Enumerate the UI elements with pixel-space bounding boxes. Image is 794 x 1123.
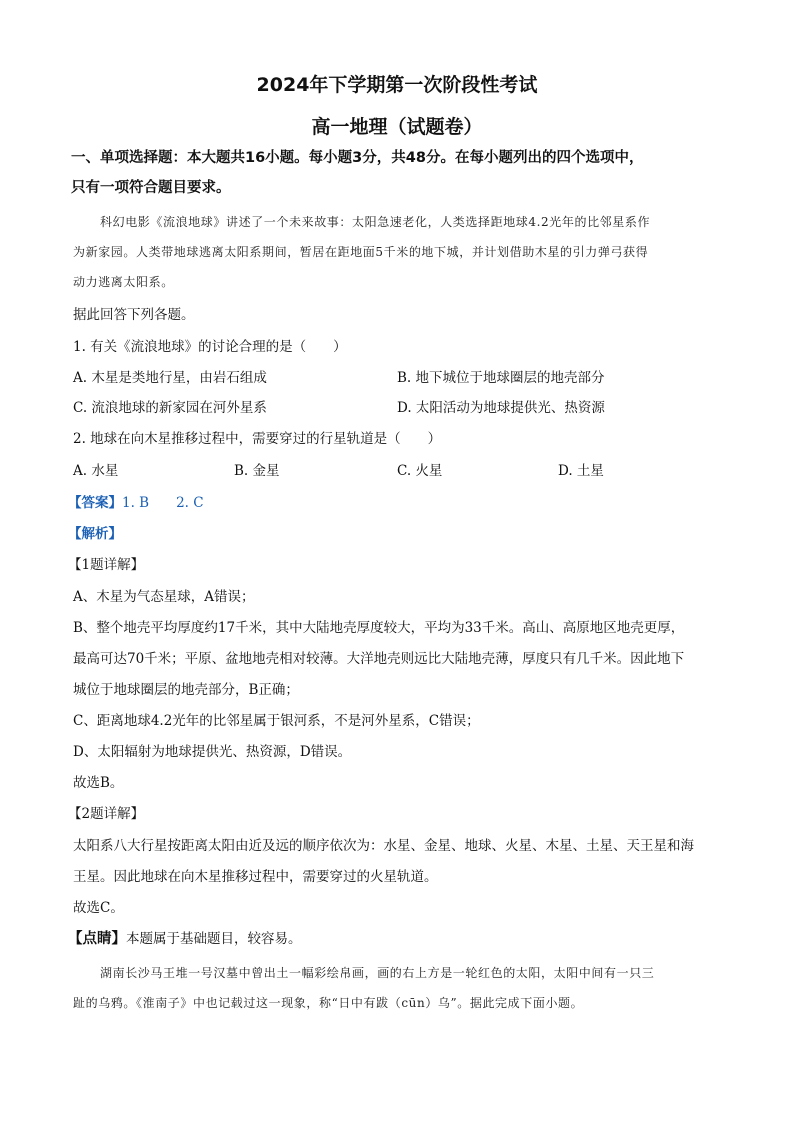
answer-text: 1. B 2. C: [122, 495, 204, 511]
section-heading-line2: 只有一项符合题目要求。: [71, 180, 231, 196]
detail1-d: D、太阳辐射为地球提供光、热资源，D错误。: [73, 744, 352, 760]
passage2-line2: 趾的乌鸦。《淮南子》中也记载过这一现象，称“日中有跋（cūn）乌”。据此完成下面小题。: [73, 996, 584, 1010]
detail1-b3: 城位于地球圈层的地壳部分，B正确；: [73, 682, 299, 698]
comment-tag: 【点睛】: [68, 931, 126, 947]
detail1-b1: B、整个地壳平均厚度约17千米，其中大陆地壳厚度较大，平均为33千米。高山、高原地区地壳更厚，: [73, 620, 685, 636]
passage2-line1: 湖南长沙马王堆一号汉墓中曾出土一幅彩绘帛画，画的右上方是一轮红色的太阳，太阳中间有一只三: [100, 966, 655, 980]
analysis-row: [68, 524, 122, 544]
detail1-conclusion: 故选B。: [73, 775, 124, 791]
section-heading-line1: 一、单项选择题：本大题共16小题。每小题3分，共48分。在每小题列出的四个选项中，: [71, 150, 644, 166]
question1-stem: 1. 有关《流浪地球》的讨论合理的是（ ）: [73, 339, 347, 355]
question2-option-a: A. 水星: [73, 463, 119, 479]
exam-title: 2024年下学期第一次阶段性考试: [256, 74, 538, 96]
detail2-line1: 太阳系八大行星按距离太阳由近及远的顺序依次为：水星、金星、地球、火星、木星、土星、天王星和海: [73, 838, 694, 854]
passage1-line3: 动力逃离太阳系。: [73, 275, 174, 289]
passage1-line2: 为新家园。人类带地球逃离太阳系期间，暂居在距地面5千米的地下城，并计划借助木星的引力弹弓获得: [73, 245, 649, 259]
comment-row: [68, 929, 302, 949]
question2-option-b: B. 金星: [234, 463, 280, 479]
detail2-heading: 【2题详解】: [68, 806, 145, 822]
question1-option-d: D. 太阳活动为地球提供光、热资源: [397, 400, 605, 416]
subject-title: 高一地理（试题卷）: [311, 116, 483, 138]
question1-option-c: C. 流浪地球的新家园在河外星系: [73, 400, 267, 416]
detail1-a: A、木星为气态星球，A错误；: [73, 589, 255, 605]
detail2-conclusion: 故选C。: [73, 900, 124, 916]
detail2-line2: 王星。因此地球在向木星推移过程中，需要穿过的火星轨道。: [73, 869, 438, 885]
comment-text: 本题属于基础题目，较容易。: [126, 931, 302, 947]
detail1-b2: 最高可达70千米；平原、盆地地壳相对较薄。大洋地壳则远比大陆地壳薄，厚度只有几千米。因此地下: [73, 651, 685, 667]
answer-tag: 【答案】: [68, 495, 122, 511]
question2-stem: 2. 地球在向木星推移过程中，需要穿过的行星轨道是（ ）: [73, 431, 442, 447]
question1-option-a: A. 木星是类地行星，由岩石组成: [73, 370, 267, 386]
passage1-prompt: 据此回答下列各题。: [73, 307, 195, 323]
answer-row: [68, 493, 204, 513]
passage1-line1: 科幻电影《流浪地球》讲述了一个未来故事：太阳急速老化，人类选择距地球4.2光年的比邻星系作: [100, 215, 651, 229]
question1-option-b: B. 地下城位于地球圈层的地壳部分: [397, 370, 605, 386]
detail1-c: C、距离地球4.2光年的比邻星属于银河系，不是河外星系，C错误；: [73, 713, 480, 729]
question2-option-c: C. 火星: [397, 463, 443, 479]
question2-option-d: D. 土星: [558, 463, 604, 479]
detail1-heading: 【1题详解】: [68, 557, 145, 573]
analysis-tag: 【解析】: [68, 526, 122, 542]
